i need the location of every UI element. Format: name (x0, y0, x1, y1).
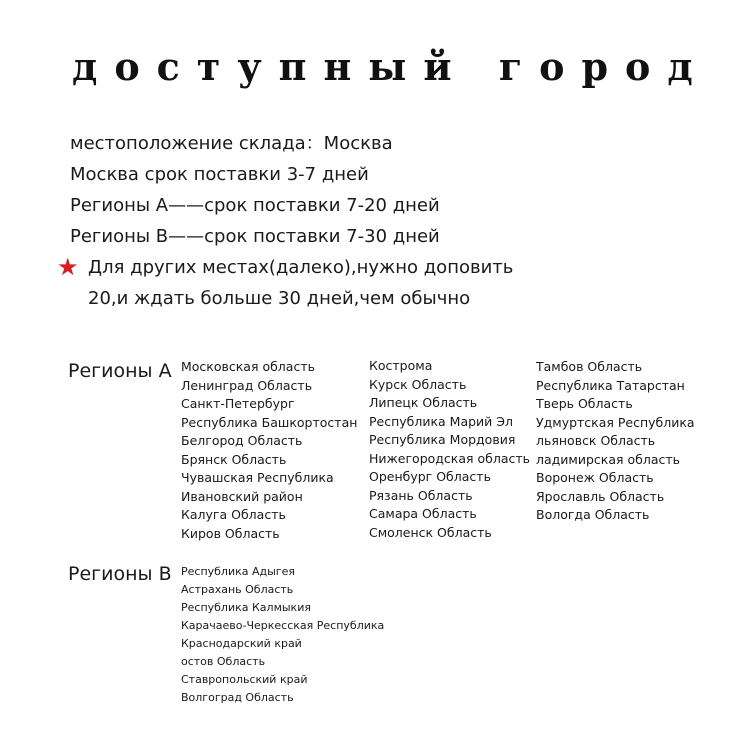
regions-b-delivery-term: Регионы B——срок поставки 7-30 дней (70, 226, 440, 247)
region-item: Воронеж Область (536, 470, 654, 485)
region-item: Московская область (181, 359, 315, 374)
region-item: Ивановский район (181, 488, 303, 504)
region-item: ладимирская область (536, 451, 681, 467)
region-item: Удмуртская Республика (536, 414, 695, 430)
moscow-delivery-term: Москва срок поставки 3-7 дней (70, 164, 369, 185)
region-item: Оренбург Область (369, 469, 491, 484)
region-item: Липецк Область (369, 395, 478, 410)
region-item: Республика Башкортостан (181, 414, 358, 430)
regions-a-column-1 (181, 358, 357, 543)
regions-a-delivery-term: Регионы A——срок поставки 7-20 дней (70, 195, 440, 216)
region-item: Тверь Область (536, 396, 633, 411)
region-item: Вологда Область (536, 507, 650, 522)
region-item: Курск Область (369, 376, 467, 392)
other-places-note-line2: 20,и ждать больше 30 дней,чем обычно (88, 288, 471, 309)
warehouse-location: местоположение склада：Москва (70, 133, 393, 154)
regions-a-heading: Регионы A (68, 360, 172, 382)
region-item: Рязань Область (369, 487, 473, 503)
region-item: Волгоград Область (181, 691, 294, 704)
regions-b-heading: Регионы B (68, 563, 172, 585)
region-item: Самара Область (369, 506, 477, 521)
region-item: Кострома (369, 358, 433, 373)
region-item: Киров Область (181, 525, 280, 541)
region-item: Тамбов Область (536, 359, 643, 374)
region-item: остов Область (181, 655, 266, 668)
region-item: Калуга Область (181, 507, 286, 522)
region-item: Астрахань Область (181, 583, 294, 596)
region-item: Республика Марий Эл (369, 413, 513, 429)
page-title: доступный город (72, 44, 710, 89)
region-item: Республика Калмыкия (181, 601, 311, 614)
region-item: Республика Татарстан (536, 377, 685, 393)
region-item: Белгород Область (181, 433, 303, 448)
region-item: Ставропольский край (181, 673, 308, 686)
delivery-info (57, 128, 514, 314)
region-item: Чувашская Республика (181, 470, 334, 485)
region-item: Смоленск Область (369, 524, 492, 540)
regions-a-column-2 (369, 357, 530, 542)
region-item: льяновск Область (536, 433, 656, 448)
region-item: Карачаево-Черкесская Республика (181, 619, 385, 632)
region-item: Санкт-Петербург (181, 396, 295, 411)
region-item: Брянск Область (181, 451, 287, 467)
regions-b-list (181, 563, 384, 707)
region-item: Республика Адыгея (181, 565, 295, 578)
region-item: Республика Мордовия (369, 432, 516, 447)
star-icon: ★ (57, 253, 79, 281)
region-item: Краснодарский край (181, 637, 302, 650)
regions-a-column-3 (536, 358, 695, 525)
other-places-note-line1: Для других местах(далеко),нужно доповить (88, 257, 514, 278)
region-item: Нижегородская область (369, 450, 531, 466)
region-item: Ленинград Область (181, 377, 313, 393)
other-places-note (57, 252, 514, 283)
region-item: Ярославль Область (536, 488, 665, 504)
